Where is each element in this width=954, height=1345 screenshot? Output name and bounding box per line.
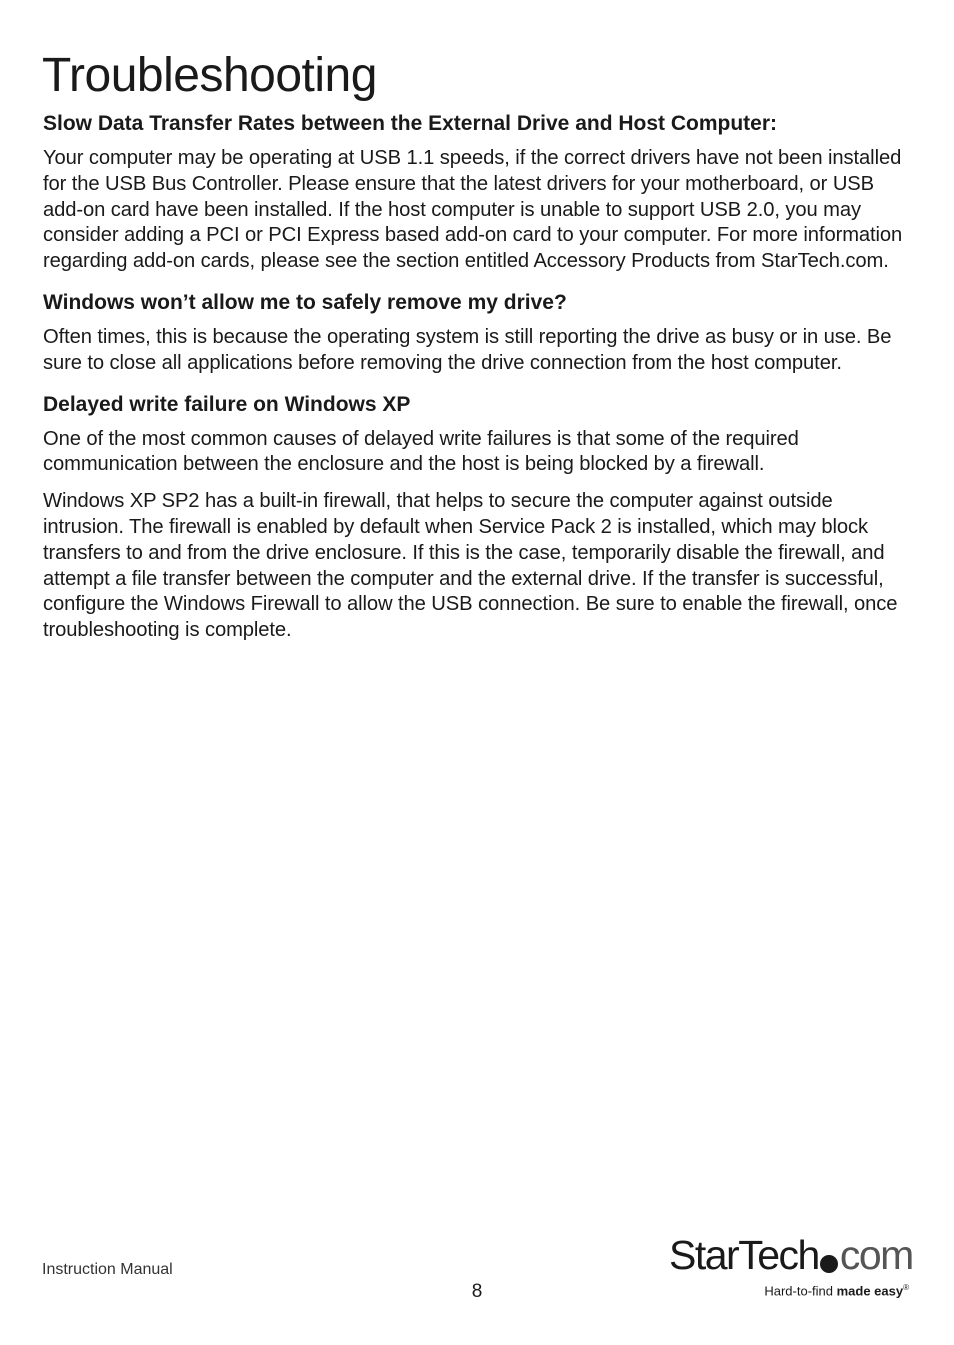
page-number: 8: [471, 1281, 483, 1302]
document-body: [43, 110, 915, 656]
paragraph-safely-remove: Often times, this is because the operating system is still reporting the drive as busy or in use. Be sure to close all applications before removing the drive connection from the host computer.: [43, 325, 892, 374]
section-heading-slow-transfer: Slow Data Transfer Rates between the External Drive and Host Computer:: [43, 112, 778, 135]
paragraph-delayed-write-firewall: Windows XP SP2 has a built-in firewall, that helps to secure the computer against outside intrusion. The firewall is enabled by default when Service Pack 2 is installed, which may block transfers to and from the drive enclosure. If this is the case, temporarily disable the firewall, and attempt a file transfer between the computer and the external drive. If the transfer is successful, configure the Windows Firewall to allow the USB connection. Be sure to enable the firewall, once troubleshooting is complete.: [43, 490, 898, 642]
startech-logo: [669, 1232, 914, 1304]
logo-wordmark: [669, 1232, 913, 1278]
paragraph-delayed-write-causes: One of the most common causes of delayed write failures is that some of the required communication between the enclosure and the host is being blocked by a firewall.: [43, 427, 799, 476]
logo-wordmark-text: StarTech: [669, 1232, 819, 1278]
logo-tagline-regular: Hard-to-find: [764, 1283, 837, 1299]
logo-tagline-bold: made easy: [836, 1283, 904, 1299]
registered-mark: ®: [903, 1283, 909, 1292]
page-title: Troubleshooting: [42, 49, 377, 102]
logo-dot-icon: [820, 1255, 838, 1273]
logo-tagline: [764, 1283, 909, 1298]
logo-wordmark-suffix: com: [839, 1232, 913, 1278]
section-heading-safely-remove: Windows won’t allow me to safely remove my drive?: [43, 290, 567, 314]
paragraph-slow-transfer: Your computer may be operating at USB 1.1 speeds, if the correct drivers have not been installed for the USB Bus Controller. Please ensure that the latest drivers for your motherboard, or USB add-on card have been installed. If the host computer is unable to support USB 2.0, you may consider adding a PCI or PCI Express based add-on card to your computer. For more information regarding add-on cards, please see the section entitled Accessory Products from StarTech.com.: [43, 147, 903, 273]
section-heading-delayed-write: Delayed write failure on Windows XP: [43, 392, 411, 416]
footer-label: Instruction Manual: [42, 1261, 173, 1278]
